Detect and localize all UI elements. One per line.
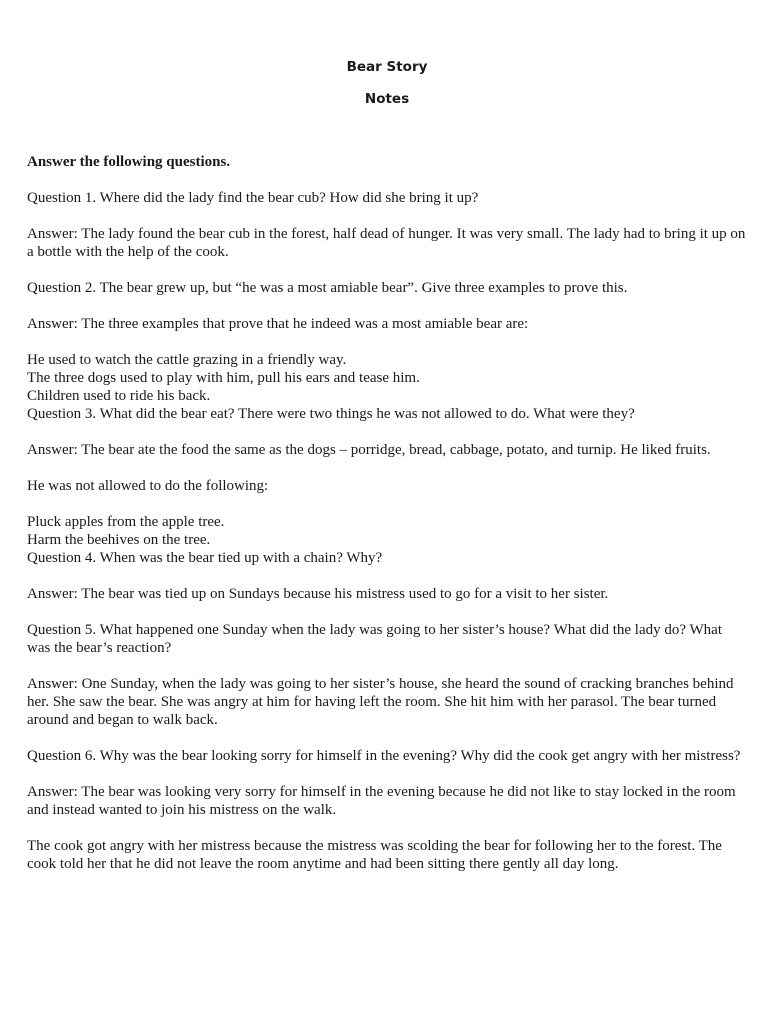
answer-2: Answer: The three examples that prove that he indeed was a most amiable bear are:: [27, 316, 529, 332]
answer-1: Answer: The lady found the bear cub in the forest, half dead of hunger. It was very small. The lady had to bring it up on a bottle with the help of the cook.: [27, 226, 746, 260]
answer-2-item: Children used to ride his back.: [27, 388, 211, 404]
answer-4: Answer: The bear was tied up on Sundays because his mistress used to go for a visit to her sister.: [27, 586, 609, 602]
question-2: Question 2. The bear grew up, but “he was a most amiable bear”. Give three examples to prove this.: [27, 280, 628, 296]
answer-3-item: Harm the beehives on the tree.: [27, 532, 211, 548]
answer-6: Answer: The bear was looking very sorry for himself in the evening because he did not like to stay locked in the room and instead wanted to join his mistress on the walk.: [27, 784, 736, 818]
question-6: Question 6. Why was the bear looking sorry for himself in the evening? Why did the cook get angry with her mistress?: [27, 748, 741, 764]
answer-6-continued: The cook got angry with her mistress because the mistress was scolding the bear for following her to the forest. The cook told her that he did not leave the room anytime and had been sitting there gently all day long.: [27, 838, 722, 872]
document-subtitle: Notes: [364, 91, 410, 107]
answer-2-item: The three dogs used to play with him, pull his ears and tease him.: [27, 370, 420, 386]
answer-2-item: He used to watch the cattle grazing in a friendly way.: [27, 352, 347, 368]
instruction-heading: Answer the following questions.: [27, 154, 231, 170]
answer-3: Answer: The bear ate the food the same as the dogs – porridge, bread, cabbage, potato, and turnip. He liked fruits.: [27, 442, 711, 458]
document-body: [27, 153, 749, 891]
answer-5: Answer: One Sunday, when the lady was going to her sister’s house, she heard the sound of cracking branches behind her. She saw the bear. She was angry at him for having left the room. She hit him with her parasol. The bear turned around and began to walk back.: [27, 676, 734, 728]
question-5: Question 5. What happened one Sunday when the lady was going to her sister’s house? What did the lady do? What was the bear’s reaction?: [27, 622, 722, 656]
question-4: Question 4. When was the bear tied up with a chain? Why?: [27, 550, 383, 566]
answer-3-sub: He was not allowed to do the following:: [27, 478, 269, 494]
document-title: Bear Story: [346, 59, 428, 75]
question-1: Question 1. Where did the lady find the bear cub? How did she bring it up?: [27, 190, 479, 206]
question-3: Question 3. What did the bear eat? There were two things he was not allowed to do. What were they?: [27, 406, 635, 422]
answer-3-item: Pluck apples from the apple tree.: [27, 514, 225, 530]
